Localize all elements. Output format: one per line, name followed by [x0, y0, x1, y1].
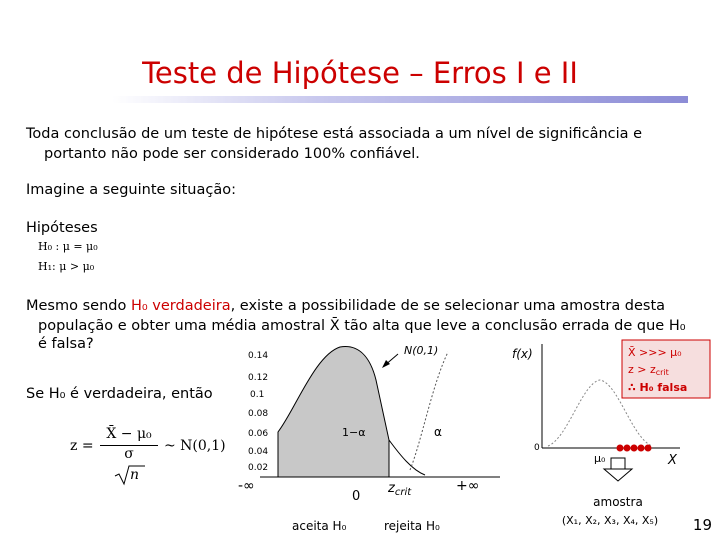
sample-points	[617, 445, 652, 452]
n01-label: N(0,1)	[404, 344, 439, 357]
sample-point-1	[617, 445, 624, 452]
y-tick-4: 0.06	[248, 429, 269, 439]
sample-point-3	[631, 445, 638, 452]
x-axis-label: X	[668, 453, 677, 468]
zcrit-z: z	[388, 481, 395, 496]
mesmo-text-1: Mesmo sendo	[26, 298, 131, 314]
title-underline	[112, 96, 688, 103]
slide-title: Teste de Hipótese – Erros I e II	[142, 56, 578, 90]
down-arrow-icon	[604, 458, 632, 481]
shifted-curve	[410, 352, 448, 470]
box-line-3: ∴ H₀ falsa	[628, 381, 688, 394]
pos-inf-label: +∞	[456, 478, 480, 494]
formula-numerator: X̄ − μ₀	[106, 426, 152, 442]
hipoteses-label: Hipóteses	[26, 220, 98, 236]
one-minus-alpha-label: 1−α	[342, 426, 366, 439]
populacao-line: população e obter uma média amostral X̄ tão alta que leve a conclusão errada de que H₀	[38, 318, 686, 334]
mesmo-sendo-line	[26, 296, 665, 316]
zcrit-label	[387, 481, 412, 498]
formula-z: z =	[70, 438, 94, 454]
intro-line-2: portanto não pode ser considerado 100% confiável.	[44, 146, 420, 162]
left-normal-plot	[200, 330, 530, 540]
origin-zero: 0	[534, 443, 540, 453]
zcrit-sub: crit	[394, 487, 412, 498]
amostra-label: amostra	[593, 495, 643, 509]
formula-sigma: σ	[124, 446, 134, 462]
y-tick-1: 0.12	[248, 373, 269, 383]
formula-dist: ~ N(0,1)	[164, 438, 226, 454]
zero-label: 0	[352, 489, 361, 504]
y-axis-ticks	[248, 351, 268, 473]
h0-hypothesis: H₀ : μ = μ₀	[38, 240, 98, 253]
box-z: z > z	[628, 363, 656, 376]
intro-line-1: Toda conclusão de um teste de hipótese está associada a um nível de significância e	[26, 126, 643, 142]
box-crit: crit	[655, 368, 669, 377]
mesmo-text-2: , existe a possibilidade de se selecionar uma amostra desta	[230, 298, 666, 314]
h0-verdadeira-highlight: H₀ verdadeira	[130, 298, 231, 314]
fx-label: f(x)	[512, 347, 533, 361]
y-tick-3: 0.08	[248, 409, 269, 419]
neg-inf-label: -∞	[238, 478, 255, 494]
sample-point-5	[645, 445, 652, 452]
falsa-line: é falsa?	[38, 336, 94, 352]
sample-point-2	[624, 445, 631, 452]
rejection-area	[389, 440, 425, 477]
sample-point-4	[638, 445, 645, 452]
aceita-h0-label: aceita H₀	[292, 519, 347, 533]
right-shift-plot	[512, 338, 713, 540]
se-h0-text: Se H₀ é verdadeira, então	[26, 386, 213, 402]
amostra-vars: (X₁, X₂, X₃, X₄, X₅)	[561, 514, 659, 527]
alpha-label: α	[434, 425, 442, 439]
imagine-text: Imagine a seguinte situação:	[26, 182, 236, 198]
rejeita-h0-label: rejeita H₀	[384, 519, 440, 533]
mu0-label: μ₀	[594, 452, 606, 465]
formula-n: n	[130, 467, 140, 483]
acceptance-area	[278, 347, 389, 477]
n01-arrowhead	[382, 360, 390, 368]
h1-hypothesis: H₁: μ > μ₀	[38, 260, 95, 273]
y-tick-6: 0.02	[248, 463, 269, 473]
y-tick-2: 0.1	[250, 390, 265, 400]
tail-curve	[389, 440, 425, 475]
y-tick-0: 0.14	[248, 351, 269, 361]
box-line-1: X̄ >>> μ₀	[628, 346, 682, 359]
page-number: 19	[692, 516, 712, 534]
y-tick-5: 0.04	[248, 447, 269, 457]
